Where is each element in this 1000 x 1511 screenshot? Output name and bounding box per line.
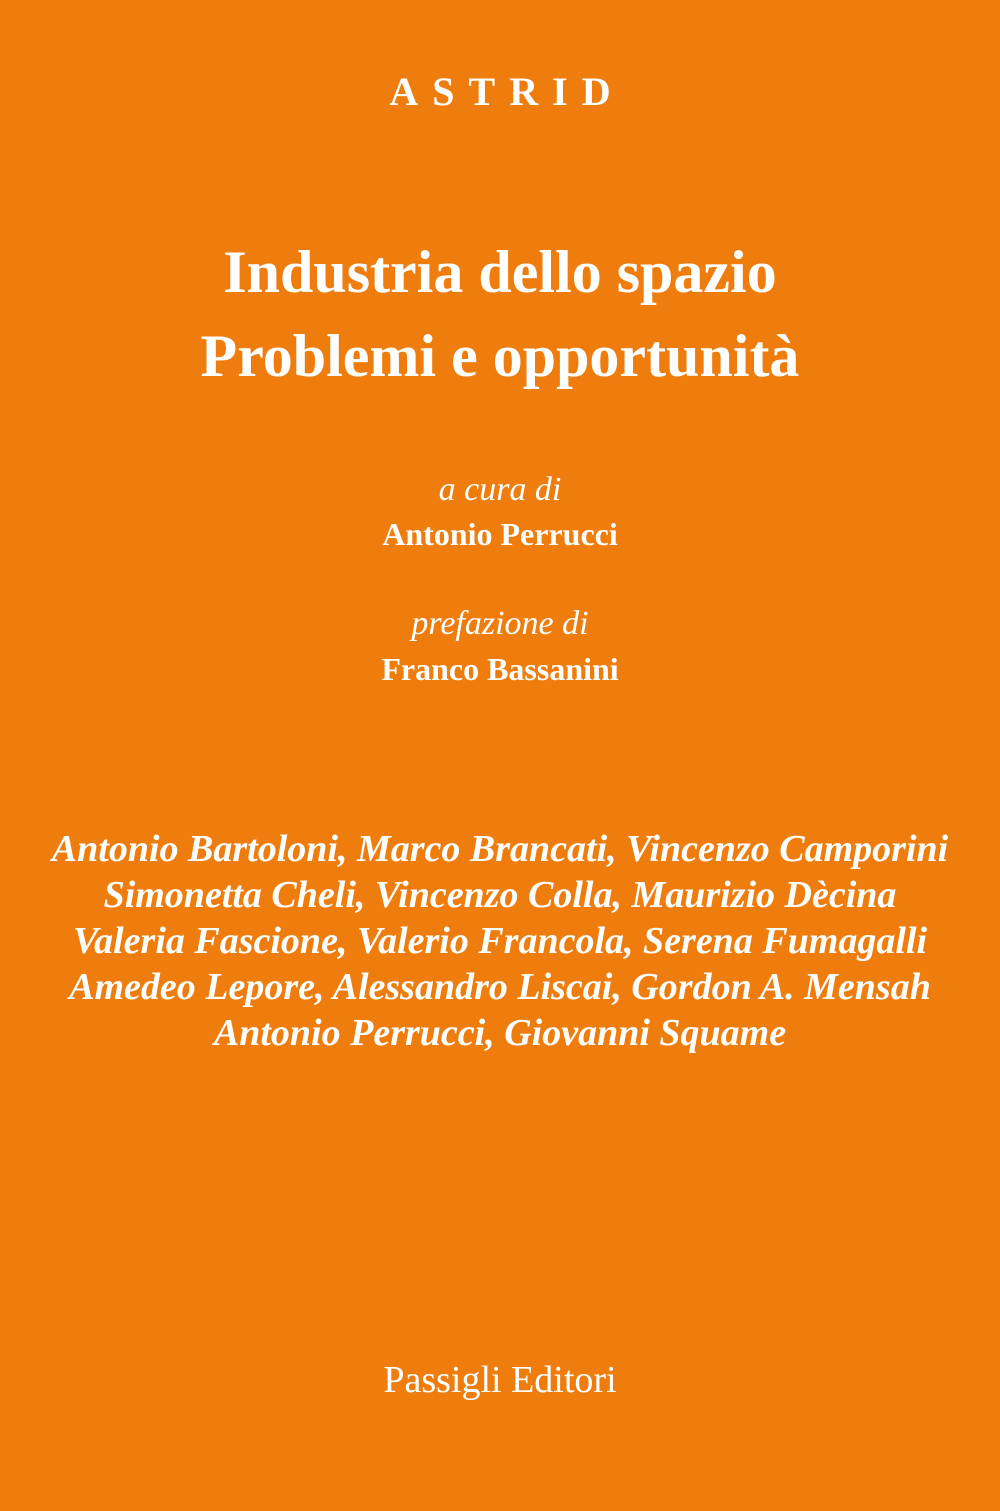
preface-author-name: Franco Bassanini [381,651,619,687]
preface-role: prefazione di [411,605,589,642]
contributors-line: Valeria Fascione, Valerio Francola, Serena Fumagalli [72,920,928,962]
publisher-name: Passigli Editori [383,1359,617,1401]
title-line-2: Problemi e opportunità [200,323,800,389]
contributors-list [0,826,1000,1056]
editor-name: Antonio Perrucci [382,516,618,552]
contributors-line: Antonio Perrucci, Giovanni Squame [213,1012,787,1054]
editor-role: a cura di [438,471,562,508]
contributors-line: Amedeo Lepore, Alessandro Liscai, Gordon A. Mensah [69,966,931,1008]
contributors-line: Simonetta Cheli, Vincenzo Colla, Maurizio Dècina [103,874,897,916]
title-line-1: Industria dello spazio [223,239,777,305]
contributors-line: Antonio Bartoloni, Marco Brancati, Vincenzo Camporini [51,828,949,870]
series-name: ASTRID [389,69,625,114]
